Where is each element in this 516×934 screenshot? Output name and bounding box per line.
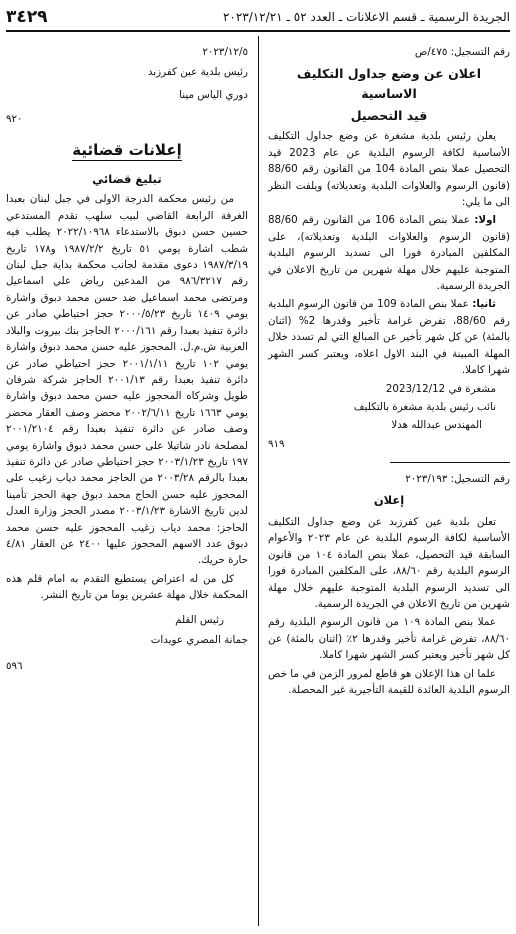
top-notice-date: ٢٠٢٣/١٢/٥ — [202, 46, 248, 58]
page-header — [6, 6, 510, 28]
left-column — [6, 36, 248, 680]
section-title-underline — [72, 160, 182, 161]
notice1-number: ٩١٩ — [268, 437, 285, 450]
notice2-paragraph2: عملا بنص المادة ١٠٩ من قانون الرسوم البلدية رقم ٨٨/٦٠، تفرض غرامة تأخير وقدرها ٢٪ (اثنان بالمئة) عن كل شهر تأخير ويعتبر كسر الشهر شهرا كاملا. — [268, 616, 511, 662]
court-clerk-name: جمانة المصري عويدات — [150, 633, 248, 646]
notice1-intro: يعلن رئيس بلدية مشغرة عن وضع جداول التكليف الأساسية لكافة الرسوم البلدية عن عام 2023 قيد التحصيل عملا بنص المادة 104 من القانون رقم 88/60 (قانون الرسوم والعلاوات البلدية وتعديلاته) ويلفت النظر الى ما يلي: — [268, 130, 510, 209]
notice-separator — [390, 462, 510, 463]
notice1-date: مشغرة في 2023/12/12 — [385, 382, 496, 395]
notice2-reg-no: رقم التسجيل: ٢٠٢٣/١٩٣ — [405, 473, 510, 486]
notice1-second-text: عملا بنص المادة 109 من قانون الرسوم البلدية رقم 88/60، تفرض غرامة تأخير وقدرها 2% (اثنان بالمئة) عن كل شهر تأخير عن المبالغ التي لم تسدد خلال المهلة المبينة في البند الاول اعلاه، ويعتبر كسر الشهر شهرا كاملا. — [268, 298, 510, 377]
notice1-signer-title: نائب رئيس بلدية مشغرة بالتكليف — [353, 400, 496, 413]
notice1-first-text: عملا بنص المادة 106 من القانون رقم 88/60 (قانون الرسوم والعلاوات البلدية وتعديلاته)، على المكلفين المبادرة فورا الى تسديد الرسوم البلدية المتوجبة عليهم خلال مهلة شهرين من تاريخ الاعلان في الجريدة الرسمية. — [268, 214, 510, 293]
judicial-notice-body: من رئيس محكمة الدرجة الاولى في جبل لبنان بعبدا الغرفة الرابعة القاضي لبيب سلهب تقدم المستدعي حسين حسن دبوق بالاستدعاء ٢٠٢٢/١٠٩٦٨ يطلب فيه شطب اشارة يومي ٥١ تاريخ ١٩٨٧/٢/٢ و١٧٨ تاريخ ١٩٨٧/٣/١٩ دعوى مقدمة لجانب محكمة بداية جبل لبنان رقم ٩٨٦/٣٢١٧ من المدعين رياض علي اسماعيل ومرتضى محمد اسماعيل ضد حسن محمد دبوق واشارة يومي ١٤٠٩ تاريخ ٢٠٠٠/٥/٢٣ حجز احتياطي صادر عن دائرة تنفيذ بعبدا رقم ٢٠٠٠/١٦١ الحاجز بنك بيروت والبلاد العربية ش.م.ل. المحجوز عليه حسن محمد دبوق واشارة يومي ١٠٢ تاريخ ٢٠٠١/١/١١ حجز احتياطي صادر عن دائرة تنفيذ بعبدا رقم ٢٠٠١/١٣ الحاجز شركة شرفان طويل وشركاه المحجوز عليه حسن محمد دبوق واشارة يومي ١٦٦٣ تاريخ ٢٠٠٢/٦/١١ محضر وصف العقار محضر وصف صادر عن دائرة تنفيذ بعبدا رقم ٢٠٠١/٢١٠٤ لمصلحة نادر شاتيلا على حسن محمد دبوق واشارة يومي ١٩٧ تاريخ ٢٠٠٣/١/٢٣ حجز احتياطي صادر عن دائرة تنفيذ بعبدا بالرقم ٢٠٠٣/٢٨ من الحاجز محمد دياب زغيب على المحجوز عليه حسن الحاج محمد دبوق جهة الحجز تأمينا لدين تاريخ الاشارة ٢٠٠٣/١/٢٣ مصدر الحجز وزارة العدل الحاجز: محمد دياب زغيب المحجوز عليه حسن محمد دبوق عدد الاسهم المحجوز عليها ٢٤٠٠ عن العقار ٤/٨١ حارة حريك. — [6, 193, 249, 567]
notice2-paragraph1: تعلن بلدية عين كفرزبد عن وضع جداول التكليف الأساسية لكافة الرسوم البلدية عن عام ٢٠٢٣ والأعوام السابقة قيد التحصيل، عملا بنص المادة ١٠٤ من قانون الرسوم البلدية رقم ٨٨/٦٠، على المكلفين المبادرة فورا الى تسديد الرسوم البلدية المتوجبة عليهم خلال مهلة شهرين من تاريخ الاعلان في الجريدة الرسمية. — [268, 515, 510, 610]
notice1-title-line2: قيد التحصيل — [350, 108, 428, 124]
court-clerk-title: رئيس القلم — [175, 613, 224, 626]
notice1-second-label: ثانيا: — [472, 298, 497, 311]
notice1-reg-no: رقم التسجيل: ٤٧٥/ص — [414, 46, 510, 58]
top-notice-number: ٩٢٠ — [6, 113, 23, 126]
top-notice-signer-title: رئيس بلدية عين كفرزبد — [147, 66, 248, 79]
judicial-notice-number: ٥٩٦ — [6, 659, 23, 672]
notice2-title: إعلان — [373, 492, 405, 507]
header-title: الجريدة الرسمية ـ قسم الاعلانات ـ العدد ٥٢ ـ ٢٠٢٣/١٢/٢١ — [222, 10, 510, 24]
top-notice-signer-name: دوري الياس مينا — [179, 88, 248, 101]
notice1-item-second — [268, 296, 510, 378]
section-title: إعلانات قضائية — [72, 140, 182, 159]
notice1-signer-name: المهندس عبدالله هدلا — [391, 419, 482, 432]
judicial-notice-objection: كل من له اعتراض يستطيع التقدم به امام قلم هذه المحكمة خلال مهلة عشرين يوما من تاريخ النشر. — [6, 572, 248, 602]
header-divider — [6, 30, 510, 32]
right-column — [268, 36, 510, 700]
page-number: ٣٤٢٩ — [6, 7, 48, 27]
judicial-notice-signature — [6, 610, 248, 650]
sub-title: تبليغ قضائي — [92, 172, 162, 187]
notice1-title-line1: اعلان عن وضع جداول التكليف الاساسية — [296, 66, 482, 102]
column-divider — [258, 36, 259, 926]
notice1-item-first — [268, 212, 510, 294]
notice2-paragraph3: علما ان هذا الإعلان هو قاطع لمرور الزمن في ما خص الرسوم البلدية العائدة للقيمة التأجيرية غير المحصلة. — [268, 667, 510, 696]
notice1-first-label: اولا: — [474, 214, 496, 227]
